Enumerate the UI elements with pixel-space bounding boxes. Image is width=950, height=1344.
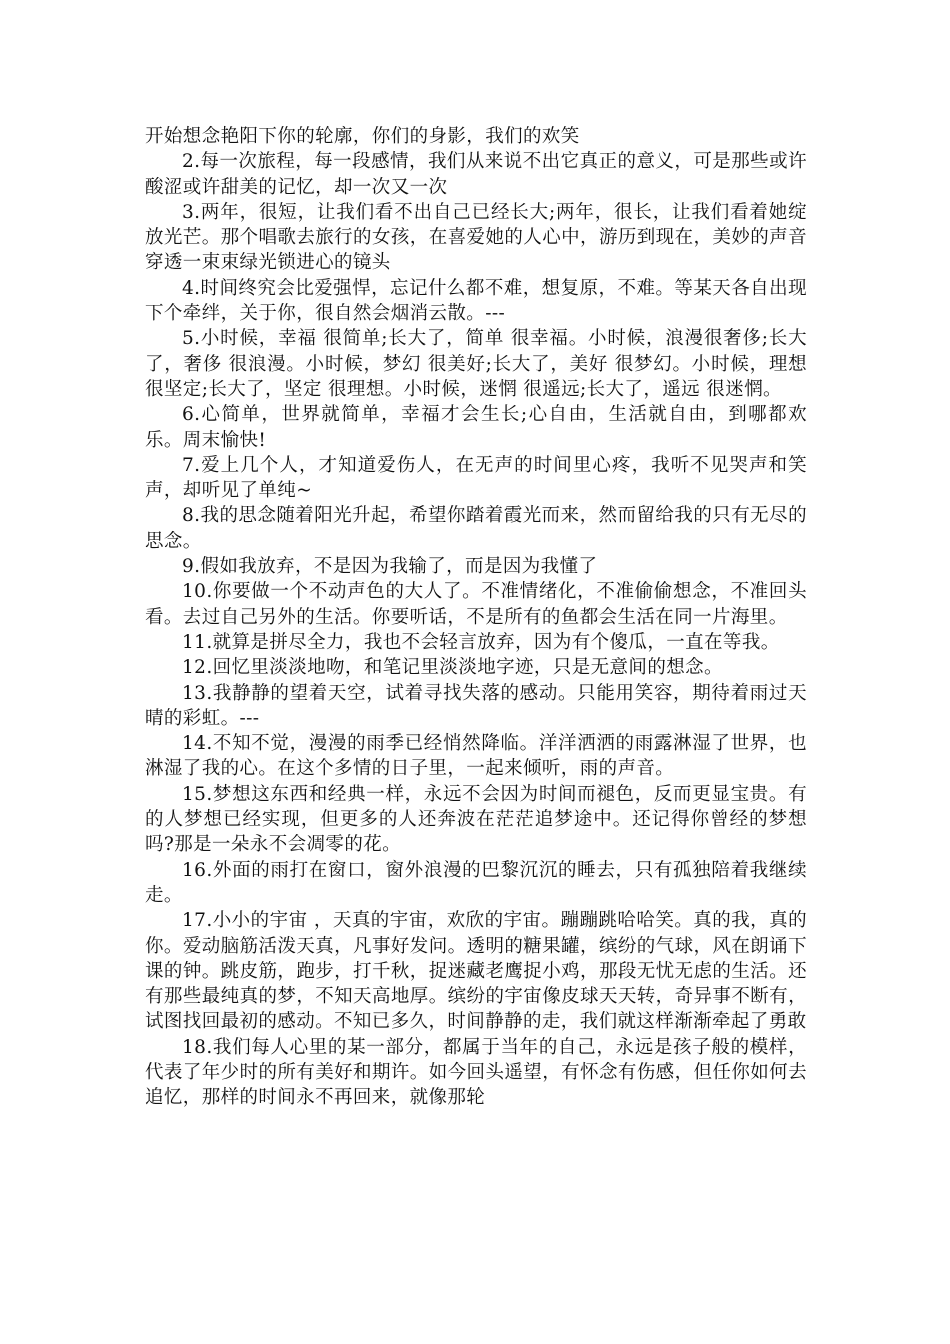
paragraph-15: 15.梦想这东西和经典一样，永远不会因为时间而褪色，反而更显宝贵。有的人梦想已经实现，但更多的人还奔波在茫茫追梦途中。还记得你曾经的梦想吗?那是一朵永不会凋零的花。 xyxy=(145,783,807,856)
paragraph-18: 18.我们每人心里的某一部分，都属于当年的自己，永远是孩子般的模样，代表了年少时的所有美好和期许。如今回头遥望，有怀念有伤感，但任你如何去追忆，那样的时间永不再回来，就像那轮 xyxy=(145,1036,807,1109)
paragraph-4: 4.时间终究会比爱强悍，忘记什么都不难，想复原，不难。等某天各自出现下个牵绊，关于你，很自然会烟消云散。--- xyxy=(145,277,807,325)
paragraph-14: 14.不知不觉，漫漫的雨季已经悄然降临。洋洋洒洒的雨露淋湿了世界，也淋湿了我的心。在这个多情的日子里，一起来倾听，雨的声音。 xyxy=(145,733,807,780)
paragraph-10: 10.你要做一个不动声色的大人了。不准情绪化，不准偷偷想念，不准回头看。去过自己另外的生活。你要听话，不是所有的鱼都会生活在同一片海里。 xyxy=(145,581,807,628)
paragraph-3: 3.两年，很短，让我们看不出自己已经长大;两年，很长，让我们看着她绽放光芒。那个唱歌去旅行的女孩，在喜爱她的人心中，游历到现在，美妙的声音穿透一束束绿光锁进心的镜头 xyxy=(145,201,807,274)
paragraph-8: 8.我的思念随着阳光升起，希望你踏着霞光而来，然而留给我的只有无尽的思念。 xyxy=(145,505,807,552)
paragraph-16: 16.外面的雨打在窗口，窗外浪漫的巴黎沉沉的睡去，只有孤独陪着我继续走。 xyxy=(145,859,807,906)
paragraph-9: 9.假如我放弃，不是因为我输了，而是因为我懂了 xyxy=(182,556,598,578)
paragraph-12: 12.回忆里淡淡地吻，和笔记里淡淡地字迹，只是无意间的想念。 xyxy=(182,657,723,679)
paragraph-5: 5.小时候，幸福 很简单;长大了，简单 很幸福。小时候，浪漫很奢侈;长大了，奢侈 很浪漫。小时候，梦幻 很美好;长大了，美好 很梦幻。小时候，理想很坚定;长大了，坚定 很理想。小时候，迷惘 很遥远;长大了，遥远 很迷惘。 xyxy=(145,328,807,400)
paragraph-2: 2.每一次旅程，每一段感情，我们从来说不出它真正的意义，可是那些或许酸涩或许甜美的记忆，却一次又一次 xyxy=(145,151,807,198)
paragraph-11: 11.就算是拼尽全力，我也不会轻言放弃，因为有个傻瓜，一直在等我。 xyxy=(182,631,780,653)
paragraph-6: 6.心简单，世界就简单，幸福才会生长;心自由，生活就自由，到哪都欢乐。周末愉快! xyxy=(145,404,807,451)
document-body xyxy=(145,124,807,1111)
paragraph-7: 7.爱上几个人，才知道爱伤人，在无声的时间里心疼，我听不见哭声和笑声，却听见了单纯~ xyxy=(145,454,807,502)
paragraph-13: 13.我静静的望着天空，试着寻找失落的感动。只能用笑容，期待着雨过天晴的彩虹。--- xyxy=(145,682,807,729)
paragraph-17: 17.小小的宇宙 ，天真的宇宙，欢欣的宇宙。蹦蹦跳哈哈笑。真的我，真的你。爱动脑筋活泼天真，凡事好发问。透明的糖果罐，缤纷的气球，风在朗诵下课的钟。跳皮筋，跑步，打千秋，捉迷藏老鹰捉小鸡，那段无忧无虑的生活。还有那些最纯真的梦，不知天高地厚。缤纷的宇宙像皮球天天转，奇异事不断有，试图找回最初的感动。不知已多久，时间静静的走，我们就这样渐渐牵起了勇敢 xyxy=(145,910,807,1033)
paragraph-continued: 开始想念艳阳下你的轮廓，你们的身影，我们的欢笑 xyxy=(145,126,580,147)
